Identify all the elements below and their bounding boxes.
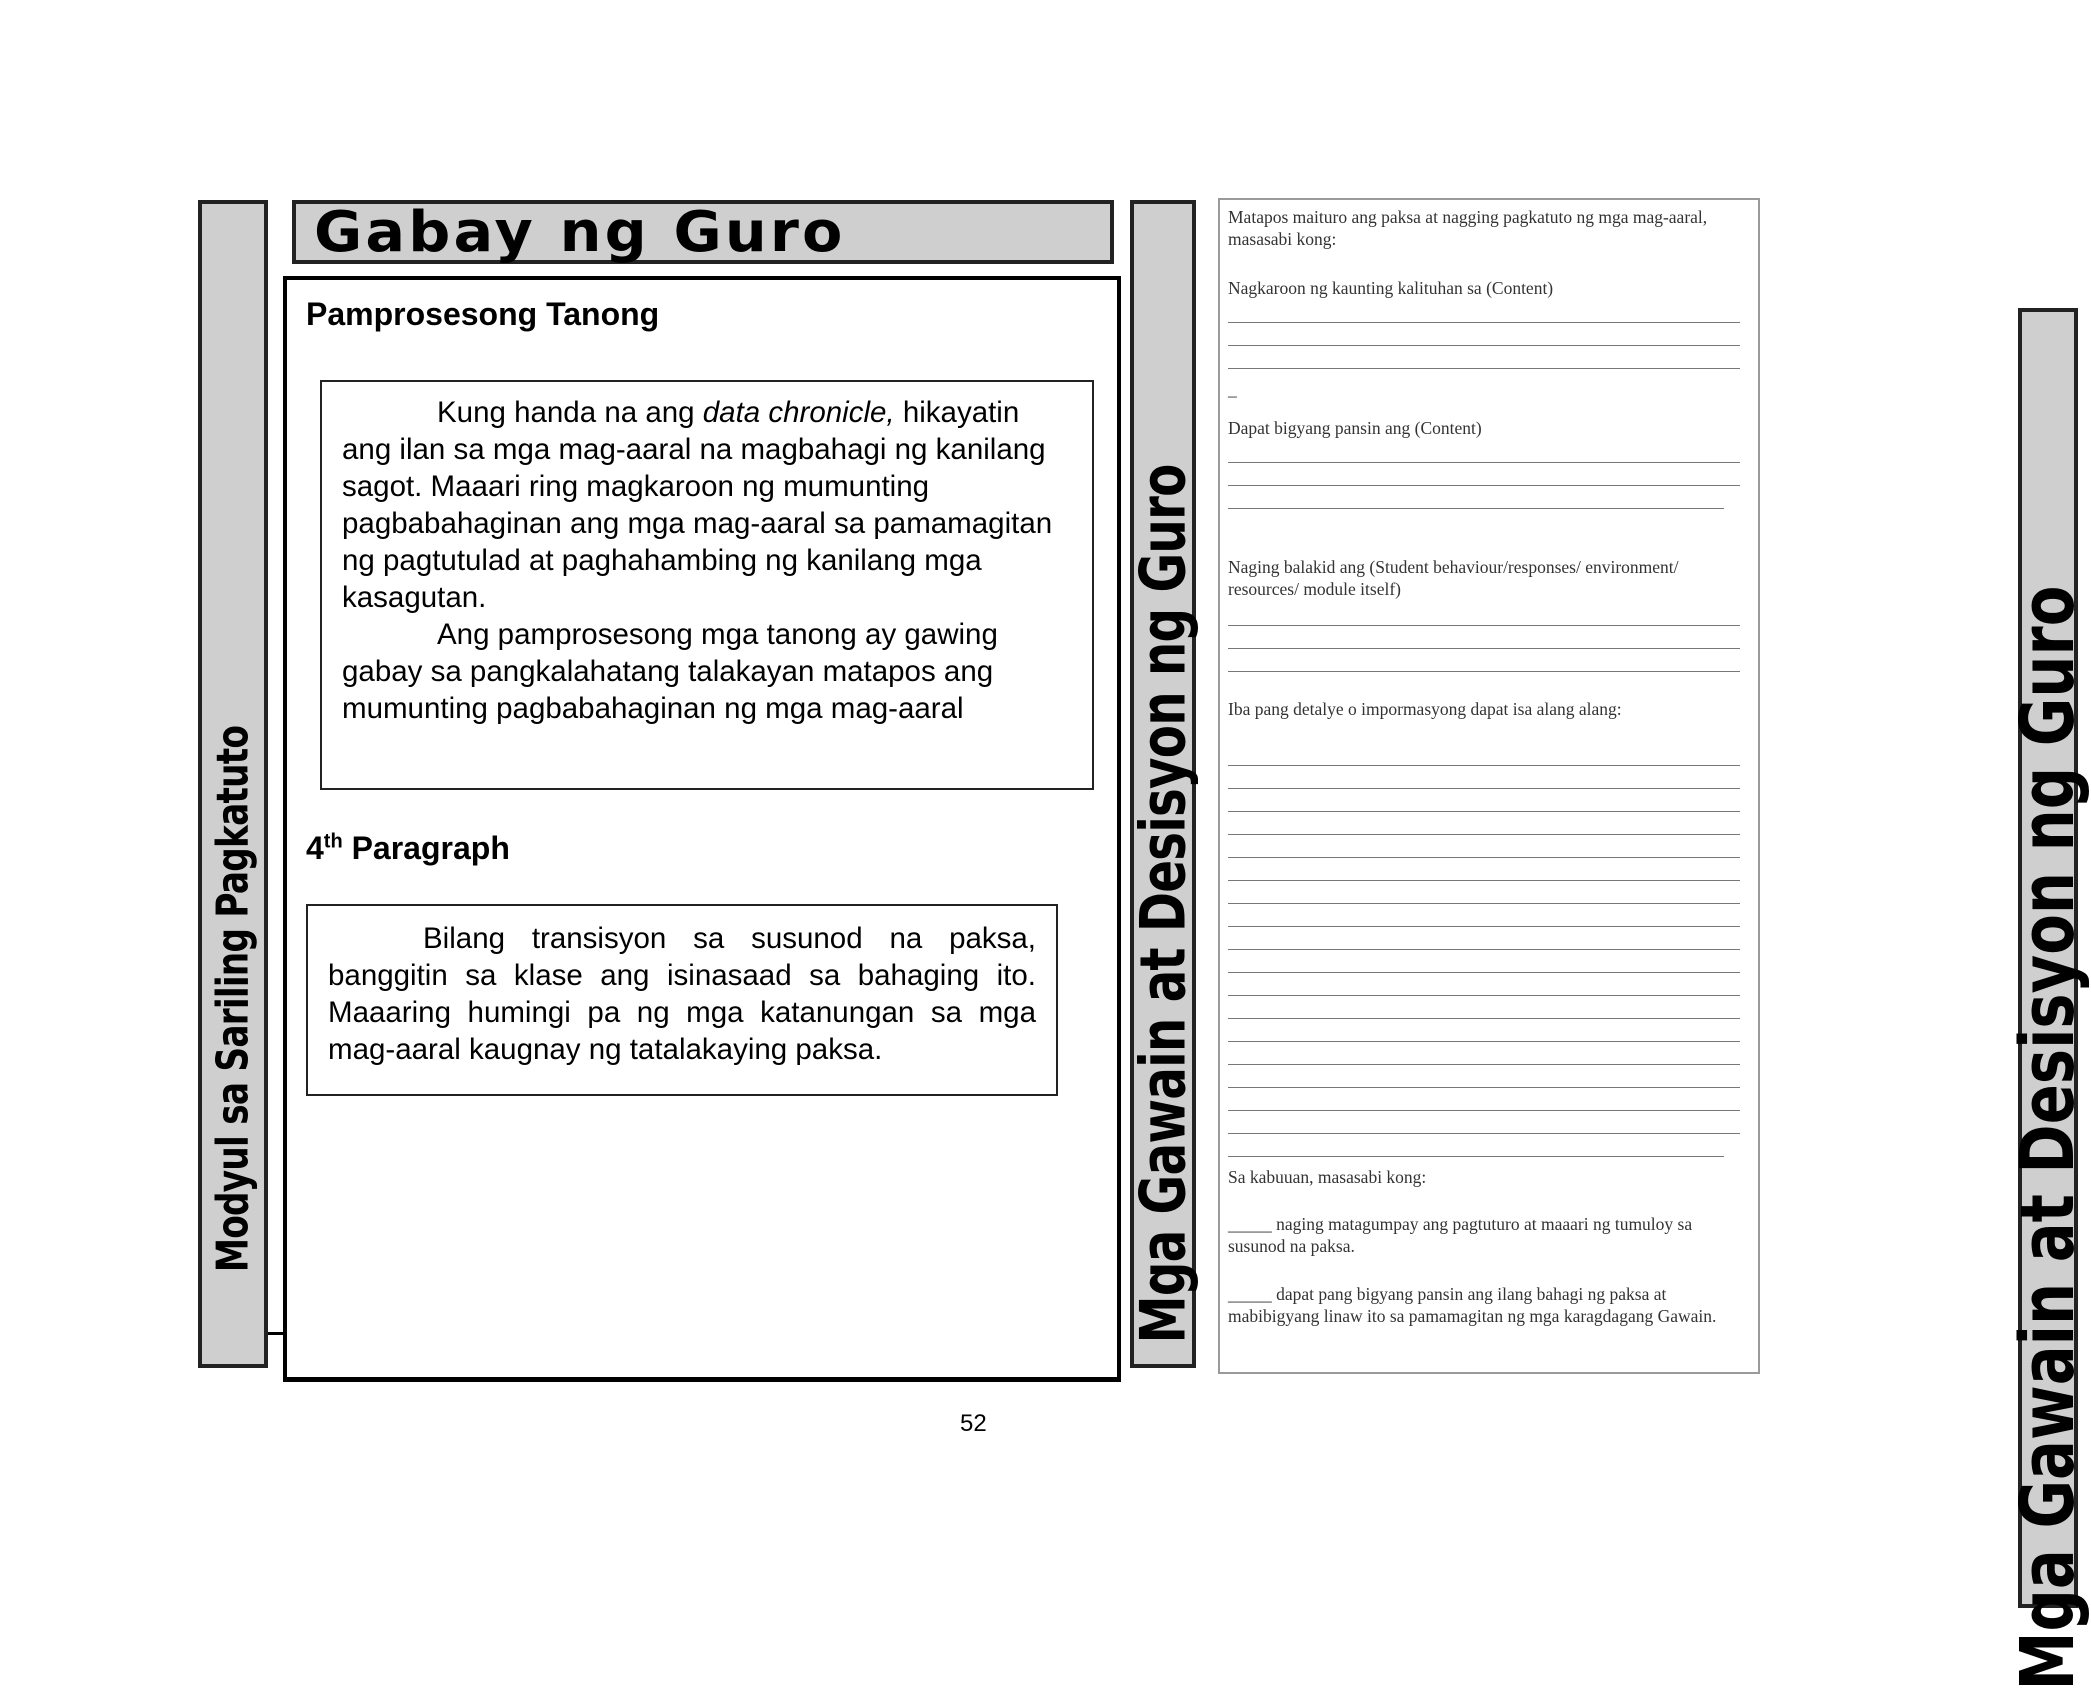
page-number: 52 (960, 1410, 987, 1437)
answer-line[interactable] (1228, 811, 1740, 812)
form-question-balakid: Naging balakid ang (Student behaviour/responses/ environment/ resources/ module itself) (1228, 557, 1679, 599)
answer-line[interactable] (1228, 368, 1740, 369)
right-sidebar-text: Mga Gawain at Desisyon ng Guro (2005, 585, 2091, 1690)
answer-line[interactable] (1228, 834, 1740, 835)
heading-superscript: th (323, 830, 343, 853)
answer-line[interactable] (1228, 462, 1740, 463)
paragraph-italic-text: data chronicle, (702, 396, 895, 429)
answer-line[interactable] (1228, 345, 1740, 346)
answer-line[interactable] (1228, 671, 1740, 672)
answer-line[interactable] (1228, 625, 1740, 626)
section-heading-4th-paragraph (306, 830, 510, 867)
paragraph-gabay: Ang pamprosesong mga tanong ay gawing gabay sa pangkalahatang talakayan matapos ang mumunting pagbabahaginan ng mga mag-aaral (342, 618, 998, 725)
answer-line[interactable] (1228, 765, 1740, 766)
answer-line[interactable] (1228, 1156, 1724, 1157)
form-question-kalituhan: Nagkaroon ng kaunting kalituhan sa (Content) (1228, 278, 1554, 298)
heading-text: Paragraph (342, 830, 510, 866)
answer-line[interactable] (1228, 880, 1740, 881)
paragraph-transisyon: Bilang transisyon sa susunod na paksa, banggitin sa klase ang isinasaad sa bahaging ito. Maaaring humingi pa ng mga katanungan sa mga mag-aaral kaugnay ng tatalakaying paksa. (328, 922, 1036, 1066)
answer-line[interactable] (1228, 322, 1740, 323)
answer-line[interactable] (1228, 508, 1724, 509)
paragraph-text: Kung handa na ang (437, 396, 703, 429)
answer-line[interactable] (1228, 903, 1740, 904)
form-option-bigyang-pansin: _____ dapat pang bigyang pansin ang ilang bahagi ng paksa at mabibigyang linaw ito sa pamamagitan ng mga karagdagang Gawain. (1228, 1284, 1717, 1326)
middle-sidebar-banner (1126, 200, 1200, 1368)
answer-line[interactable] (1228, 485, 1740, 486)
form-dash: _ (1228, 379, 1237, 399)
pamprosesong-tanong-box (320, 380, 1094, 790)
fourth-paragraph-box (306, 904, 1058, 1096)
answer-line[interactable] (1228, 995, 1740, 996)
section-heading-pamprosesong-tanong: Pamprosesong Tanong (306, 296, 660, 332)
answer-line[interactable] (1228, 1110, 1740, 1111)
form-question-detalye: Iba pang detalye o impormasyong dapat isa alang alang: (1228, 699, 1622, 719)
left-sidebar-text: Modyul sa Sariling Pagkatuto (207, 725, 259, 1273)
answer-line[interactable] (1228, 1041, 1740, 1042)
answer-line[interactable] (1228, 1133, 1740, 1134)
title-banner (292, 200, 1114, 264)
answer-line[interactable] (1228, 857, 1740, 858)
answer-line[interactable] (1228, 926, 1740, 927)
heading-number: 4 (306, 830, 324, 866)
left-sidebar-banner (198, 200, 268, 1368)
form-intro: Matapos maituro ang paksa at nagging pagkatuto ng mga mag-aaral, masasabi kong: (1228, 207, 1708, 249)
form-question-pansin: Dapat bigyang pansin ang (Content) (1228, 418, 1482, 438)
right-sidebar-banner (2005, 308, 2091, 1690)
form-summary-label: Sa kabuuan, masasabi kong: (1228, 1167, 1427, 1187)
page-title: Gabay ng Guro (314, 200, 846, 265)
middle-sidebar-text: Mga Gawain at Desisyon ng Guro (1126, 464, 1200, 1344)
paragraph-data-chronicle (342, 394, 1076, 616)
answer-line[interactable] (1228, 972, 1740, 973)
reflection-form-panel (1218, 198, 1760, 1374)
answer-line[interactable] (1228, 949, 1740, 950)
paragraph-text: hikayatin ang ilan sa mga mag-aaral na magbahagi ng kanilang sagot. Maaari ring magkaroon ng mumunting pagbabahaginan ang mga mag-aaral sa pamamagitan ng pagtutulad at paghahambing ng kanilang mga kasagutan. (342, 396, 1053, 614)
answer-line[interactable] (1228, 648, 1740, 649)
answer-line[interactable] (1228, 1064, 1740, 1065)
form-option-matagumpay: _____ naging matagumpay ang pagtuturo at maaari ng tumuloy sa susunod na paksa. (1228, 1214, 1693, 1256)
answer-line[interactable] (1228, 788, 1740, 789)
answer-line[interactable] (1228, 1087, 1740, 1088)
answer-line[interactable] (1228, 1018, 1740, 1019)
